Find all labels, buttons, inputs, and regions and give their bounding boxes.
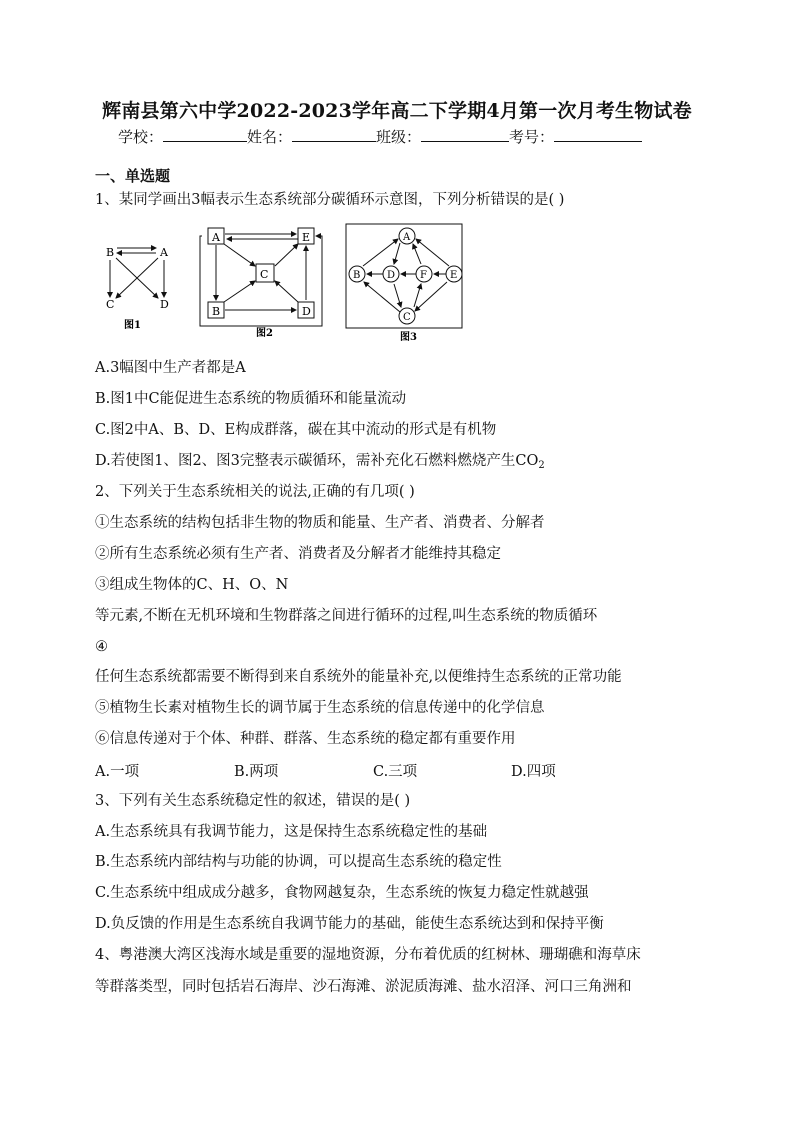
q4-line: 等群落类型，同时包括岩石海岸、沙石海滩、淤泥质海滩、盐水沼泽、河口三角洲和: [95, 979, 632, 995]
q2-item: ⑥信息传递对于个体、种群、群落、生态系统的稳定都有重要作用: [95, 731, 516, 747]
section-title: 一、单选题: [95, 167, 171, 185]
q2-item: 等元素,不断在无机环境和生物群落之间进行循环的过程,叫生态系统的物质循环: [95, 608, 598, 624]
fig2-node-e: E: [302, 231, 311, 244]
figure-3: [346, 224, 462, 343]
q2-item: ③组成生物体的C、H、O、N: [95, 577, 289, 593]
q1-stem: 1、某同学画出3幅表示生态系统部分碳循环示意图，下列分析错误的是( ): [95, 192, 565, 208]
fig3-node-d: D: [387, 270, 396, 281]
fig2-node-d: D: [302, 305, 311, 318]
school-blank[interactable]: [163, 127, 247, 142]
school-label: 学校：: [118, 128, 164, 146]
q2-item: ⑤植物生长素对植物生长的调节属于生态系统的信息传递中的化学信息: [95, 700, 545, 716]
fig1-node-d: D: [160, 298, 169, 311]
q3-option-d[interactable]: D.负反馈的作用是生态系统自我调节能力的基础，能使生态系统达到和保持平衡: [95, 916, 604, 932]
number-label: 考号：: [509, 128, 555, 146]
class-blank[interactable]: [421, 127, 509, 142]
q1-option-d[interactable]: [95, 451, 545, 476]
fig1-label: 图1: [124, 320, 141, 331]
fig3-node-e: E: [450, 270, 458, 281]
figure-1: [106, 246, 169, 331]
class-label: 班级：: [376, 128, 422, 146]
number-blank[interactable]: [554, 127, 642, 142]
q3-option-a[interactable]: A.生态系统具有我调节能力，这是保持生态系统稳定性的基础: [95, 824, 488, 840]
fig2-node-a: A: [212, 231, 220, 244]
fig3-node-f: F: [420, 270, 427, 281]
student-info-row: [118, 126, 698, 147]
q2-item: ①生态系统的结构包括非生物的物质和能量、生产者、消费者、分解者: [95, 515, 545, 531]
q2-stem: 2、下列关于生态系统相关的说法,正确的有几项( ): [95, 484, 415, 500]
fig2-label: 图2: [256, 328, 273, 339]
fig3-node-b: B: [353, 270, 361, 281]
carbon-cycle-figures: [104, 222, 466, 344]
q3-option-b[interactable]: B.生态系统内部结构与功能的协调，可以提高生态系统的稳定性: [95, 854, 502, 870]
name-label: 姓名：: [247, 128, 293, 146]
q2-item: ④: [95, 639, 108, 655]
q2-option-c[interactable]: C.三项: [373, 764, 418, 780]
fig1-node-a: A: [160, 246, 168, 259]
fig3-label: 图3: [400, 332, 417, 343]
q1-option-d-text: D.若使图1、图2、图3完整表示碳循环，需补充化石燃料燃烧产生CO: [95, 453, 539, 469]
q2-item: ②所有生态系统必须有生产者、消费者及分解者才能维持其稳定: [95, 546, 501, 562]
fig1-node-c: C: [106, 298, 115, 311]
q1-option-b[interactable]: B.图1中C能促进生态系统的物质循环和能量流动: [95, 391, 407, 407]
fig3-node-a: A: [403, 232, 411, 243]
q1-option-c[interactable]: C.图2中A、B、D、E构成群落，碳在其中流动的形式是有机物: [95, 422, 497, 438]
q1-option-a[interactable]: A.3幅图中生产者都是A: [95, 360, 246, 376]
page-title: 辉南县第六中学2022-2023学年高二下学期4月第一次月考生物试卷: [102, 100, 692, 122]
q3-stem: 3、下列有关生态系统稳定性的叙述，错误的是( ): [95, 793, 411, 809]
name-blank[interactable]: [292, 127, 376, 142]
q2-item: 任何生态系统都需要不断得到来自系统外的能量补充,以便维持生态系统的正常功能: [95, 669, 622, 685]
q2-option-b[interactable]: B.两项: [234, 764, 279, 780]
fig1-node-b: B: [106, 246, 115, 259]
figure-2: [200, 228, 322, 339]
q2-option-d[interactable]: D.四项: [511, 764, 556, 780]
figures-svg: [104, 222, 466, 344]
q1-option-d-sub: 2: [538, 460, 545, 471]
q4-line: 4、粤港澳大湾区浅海水域是重要的湿地资源，分布着优质的红树林、珊瑚礁和海草床: [95, 947, 641, 963]
q2-option-a[interactable]: A.一项: [95, 764, 140, 780]
fig3-node-c: C: [403, 312, 411, 323]
fig2-node-b: B: [212, 305, 221, 318]
q3-option-c[interactable]: C.生态系统中组成成分越多，食物网越复杂，生态系统的恢复力稳定性就越强: [95, 885, 589, 901]
fig2-node-c: C: [260, 268, 269, 281]
